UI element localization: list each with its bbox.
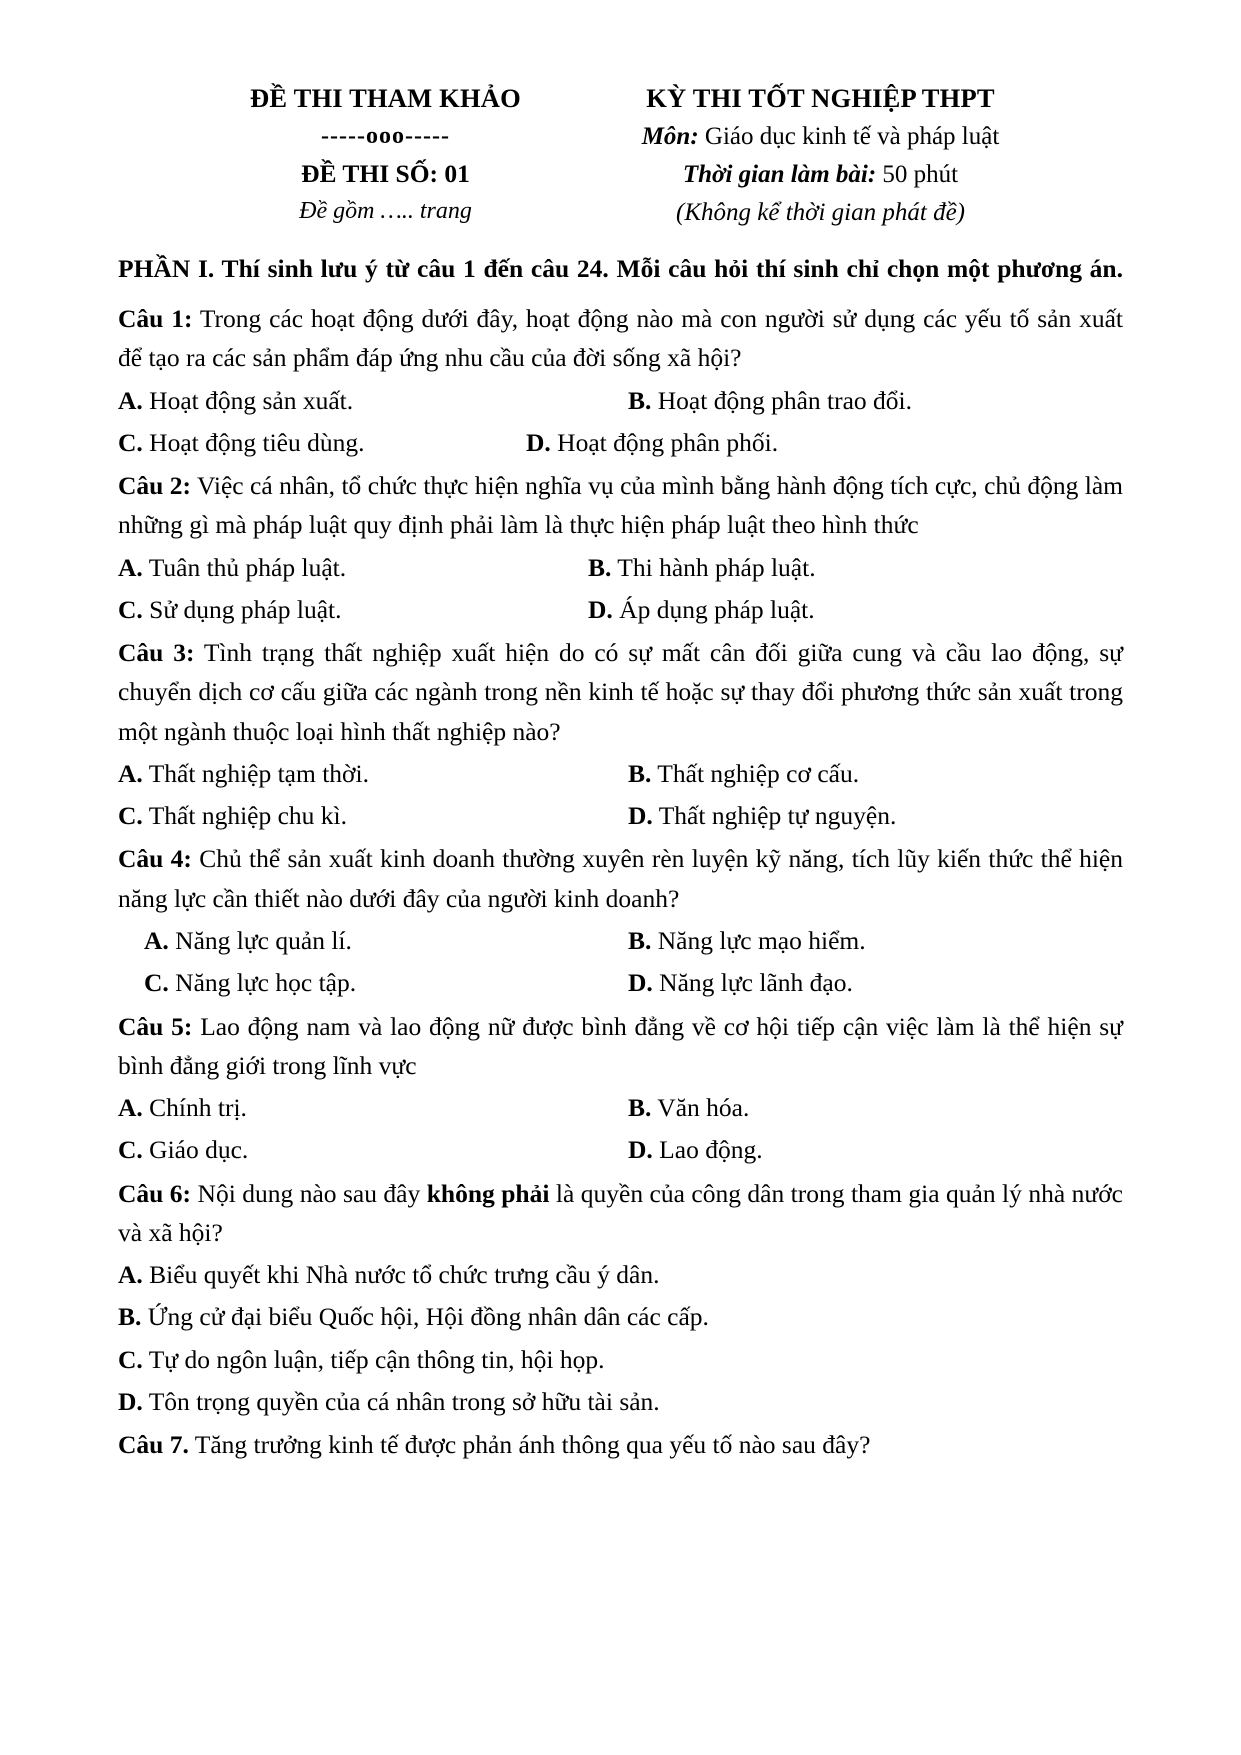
- question-5-label: Câu 5:: [118, 1011, 193, 1041]
- question-4-option-c-key: C.: [144, 968, 169, 998]
- question-3-option-d[interactable]: [628, 796, 1123, 835]
- question-4-option-a-text: Năng lực quản lí.: [168, 926, 352, 955]
- question-4-option-d[interactable]: [628, 963, 1123, 1002]
- question-7-text: [118, 1425, 1123, 1464]
- question-5-option-d[interactable]: [628, 1130, 1123, 1169]
- question-2-option-c-text: Sử dụng pháp luật.: [142, 594, 342, 624]
- header-left-column: [186, 78, 586, 230]
- question-4-option-b-key: B.: [628, 926, 652, 955]
- question-4-option-d-text: Năng lực lãnh đạo.: [652, 968, 853, 998]
- header-right-column: [586, 78, 1056, 232]
- question-6-option-a-text: Biểu quyết khi Nhà nước tổ chức trưng cầu ý dân.: [142, 1260, 660, 1290]
- subject-label: Môn:: [641, 123, 699, 151]
- exam-time-line: [683, 156, 958, 194]
- question-1-body: Trong các hoạt động dưới đây, hoạt động nào mà con người sử dụng các yếu tố sản xuất để tạo ra các sản phẩm đáp ứng nhu cầu của đời sống xã hội?: [118, 304, 1124, 373]
- question-2-option-d-text: Áp dụng pháp luật.: [612, 594, 815, 624]
- question-1-options-row-2: [118, 423, 1123, 462]
- question-2-options-row-2: [118, 590, 1123, 629]
- question-1-option-b-text: Hoạt động phân trao đổi.: [651, 385, 913, 415]
- question-2-option-b-key: B.: [588, 552, 612, 582]
- question-1-option-c-key: C.: [118, 427, 143, 457]
- question-4-option-c[interactable]: [118, 963, 628, 1002]
- question-6-option-c[interactable]: [118, 1340, 1123, 1379]
- question-6-option-c-text: Tự do ngôn luận, tiếp cận thông tin, hội họp.: [142, 1344, 605, 1374]
- question-2-option-a-key: A.: [118, 552, 143, 582]
- question-4-options-row-1: [118, 921, 1123, 960]
- question-3-option-c[interactable]: [118, 796, 628, 835]
- question-4-label: Câu 4:: [118, 844, 192, 874]
- question-6-option-b[interactable]: [118, 1297, 1123, 1336]
- question-3-option-c-text: Thất nghiệp chu kì.: [142, 801, 347, 831]
- question-6-text: [118, 1174, 1123, 1253]
- question-3-label: Câu 3:: [118, 638, 195, 668]
- question-4-option-b-text: Năng lực mạo hiểm.: [651, 926, 866, 955]
- question-4-options-row-2: [118, 963, 1123, 1002]
- question-6-option-d[interactable]: [118, 1382, 1123, 1421]
- question-5-option-c-text: Giáo dục.: [142, 1135, 249, 1165]
- part-one-heading: PHẦN I. Thí sinh lưu ý từ câu 1 đến câu 24. Mỗi câu hỏi thí sinh chỉ chọn một phương án.: [118, 254, 1123, 284]
- time-label: Thời gian làm bài:: [682, 161, 877, 189]
- question-2-option-a-text: Tuân thủ pháp luật.: [142, 552, 347, 582]
- question-1-options-row-1: [118, 381, 1123, 420]
- question-3-body: Tình trạng thất nghiệp xuất hiện do có sự mất cân đối giữa cung và cầu lao động, sự chuyển dịch cơ cấu giữa các ngành trong nền kinh tế hoặc sự thay đổi phương thức sản xuất trong một ngành thuộc loại hình thất nghiệp nào?: [118, 638, 1123, 746]
- question-2-option-d-key: D.: [588, 594, 613, 624]
- question-5-option-a[interactable]: [118, 1088, 628, 1127]
- question-6-option-a-key: A.: [118, 1260, 143, 1290]
- question-1: [118, 299, 1123, 462]
- question-5-option-c[interactable]: [118, 1130, 628, 1169]
- question-4-option-b[interactable]: [628, 921, 1123, 960]
- exam-page-count: Đề gồm ….. trang: [299, 198, 472, 225]
- question-6-body-after: là quyền của công dân trong tham gia quản lý nhà nước và xã hội?: [118, 1178, 1123, 1247]
- exam-number: ĐỀ THI SỐ: 01: [301, 158, 470, 188]
- question-5-option-a-key: A.: [118, 1093, 143, 1123]
- question-3-option-c-key: C.: [118, 801, 143, 831]
- question-7-label: Câu 7.: [118, 1430, 189, 1460]
- question-5-body: Lao động nam và lao động nữ được bình đẳng về cơ hội tiếp cận việc làm là thể hiện sự bình đẳng giới trong lĩnh vực: [118, 1011, 1124, 1080]
- subject-value: Giáo dục kinh tế và pháp luật: [704, 123, 1000, 151]
- question-3: [118, 633, 1123, 835]
- question-2-text: [118, 466, 1123, 545]
- question-2-label: Câu 2:: [118, 471, 192, 501]
- question-2-option-d[interactable]: [588, 590, 1123, 629]
- question-2-option-c-key: C.: [118, 594, 143, 624]
- question-5-option-b-key: B.: [628, 1093, 652, 1123]
- question-4-text: [118, 839, 1123, 918]
- question-1-option-a[interactable]: [118, 381, 628, 420]
- question-2-options-row-1: [118, 548, 1123, 587]
- question-3-option-a[interactable]: [118, 754, 628, 793]
- header-separator: -----ooo-----: [321, 123, 450, 150]
- question-6-option-d-text: Tôn trọng quyền của cá nhân trong sở hữu tài sản.: [142, 1386, 660, 1416]
- question-5-option-a-text: Chính trị.: [142, 1093, 247, 1123]
- document-header: [118, 78, 1123, 232]
- question-1-option-d-key: D.: [526, 427, 551, 457]
- question-4-body: Chủ thể sản xuất kinh doanh thường xuyên rèn luyện kỹ năng, tích lũy kiến thức thể hiện năng lực cần thiết nào dưới đây của người kinh doanh?: [118, 844, 1124, 913]
- question-1-text: [118, 299, 1123, 378]
- question-6-option-b-key: B.: [118, 1302, 142, 1332]
- question-2-option-b[interactable]: [588, 548, 1123, 587]
- time-value: 50 phút: [882, 161, 959, 189]
- question-3-options-row-2: [118, 796, 1123, 835]
- question-5-text: [118, 1007, 1123, 1086]
- question-1-option-c-text: Hoạt động tiêu dùng.: [142, 427, 365, 457]
- question-3-option-b-key: B.: [628, 758, 652, 788]
- question-5-option-c-key: C.: [118, 1135, 143, 1165]
- question-1-option-d-text: Hoạt động phân phối.: [550, 427, 779, 457]
- question-7: [118, 1425, 1123, 1464]
- question-6-label: Câu 6:: [118, 1178, 192, 1208]
- question-5-option-b-text: Văn hóa.: [651, 1093, 750, 1123]
- question-5-options-row-2: [118, 1130, 1123, 1169]
- question-4-option-a-key: A.: [144, 926, 169, 955]
- question-2-option-a[interactable]: [118, 548, 588, 587]
- question-1-label: Câu 1:: [118, 304, 193, 334]
- exam-time-note: (Không kể thời gian phát đề): [676, 199, 965, 227]
- question-4-option-d-key: D.: [628, 968, 653, 998]
- question-2-option-b-text: Thi hành pháp luật.: [611, 552, 816, 582]
- question-3-option-a-key: A.: [118, 758, 143, 788]
- question-3-options-row-1: [118, 754, 1123, 793]
- question-7-body: Tăng trưởng kinh tế được phản ánh thông qua yếu tố nào sau đây?: [188, 1430, 871, 1460]
- question-5-option-d-key: D.: [628, 1135, 653, 1165]
- exam-subject-line: [642, 118, 1000, 156]
- question-6-option-c-key: C.: [118, 1344, 143, 1374]
- exam-main-title: KỲ THI TỐT NGHIỆP THPT: [646, 83, 995, 113]
- question-1-option-a-text: Hoạt động sản xuất.: [142, 385, 354, 415]
- question-6-body-before: Nội dung nào sau đây: [191, 1178, 427, 1208]
- question-2: [118, 466, 1123, 629]
- question-4-option-a[interactable]: [118, 921, 628, 960]
- question-4-option-c-text: Năng lực học tập.: [168, 968, 357, 998]
- question-4: [118, 839, 1123, 1002]
- exam-reference-title: ĐỀ THI THAM KHẢO: [250, 83, 521, 113]
- question-3-text: [118, 633, 1123, 751]
- question-2-option-c[interactable]: [118, 590, 588, 629]
- question-6-emphasis: không phải: [426, 1178, 550, 1208]
- question-3-option-d-text: Thất nghiệp tự nguyện.: [652, 801, 897, 831]
- question-1-option-a-key: A.: [118, 385, 143, 415]
- question-6: [118, 1174, 1123, 1422]
- question-1-option-b-key: B.: [628, 385, 652, 415]
- question-5: [118, 1007, 1123, 1170]
- question-2-body: Việc cá nhân, tổ chức thực hiện nghĩa vụ của mình bằng hành động tích cực, chủ động làm những gì mà pháp luật quy định phải làm là thực hiện pháp luật theo hình thức: [118, 471, 1123, 540]
- question-1-option-d[interactable]: [526, 423, 1123, 462]
- question-1-option-c[interactable]: [118, 423, 526, 462]
- question-1-option-b[interactable]: [628, 381, 1123, 420]
- question-5-option-b[interactable]: [628, 1088, 1123, 1127]
- question-3-option-b[interactable]: [628, 754, 1123, 793]
- question-6-option-a[interactable]: [118, 1255, 1123, 1294]
- question-3-option-a-text: Thất nghiệp tạm thời.: [142, 758, 369, 788]
- question-5-option-d-text: Lao động.: [652, 1135, 763, 1165]
- question-3-option-b-text: Thất nghiệp cơ cấu.: [651, 758, 860, 788]
- question-6-option-b-text: Ứng cử đại biểu Quốc hội, Hội đồng nhân dân các cấp.: [141, 1302, 709, 1332]
- question-3-option-d-key: D.: [628, 801, 653, 831]
- question-5-options-row-1: [118, 1088, 1123, 1127]
- question-6-option-d-key: D.: [118, 1386, 143, 1416]
